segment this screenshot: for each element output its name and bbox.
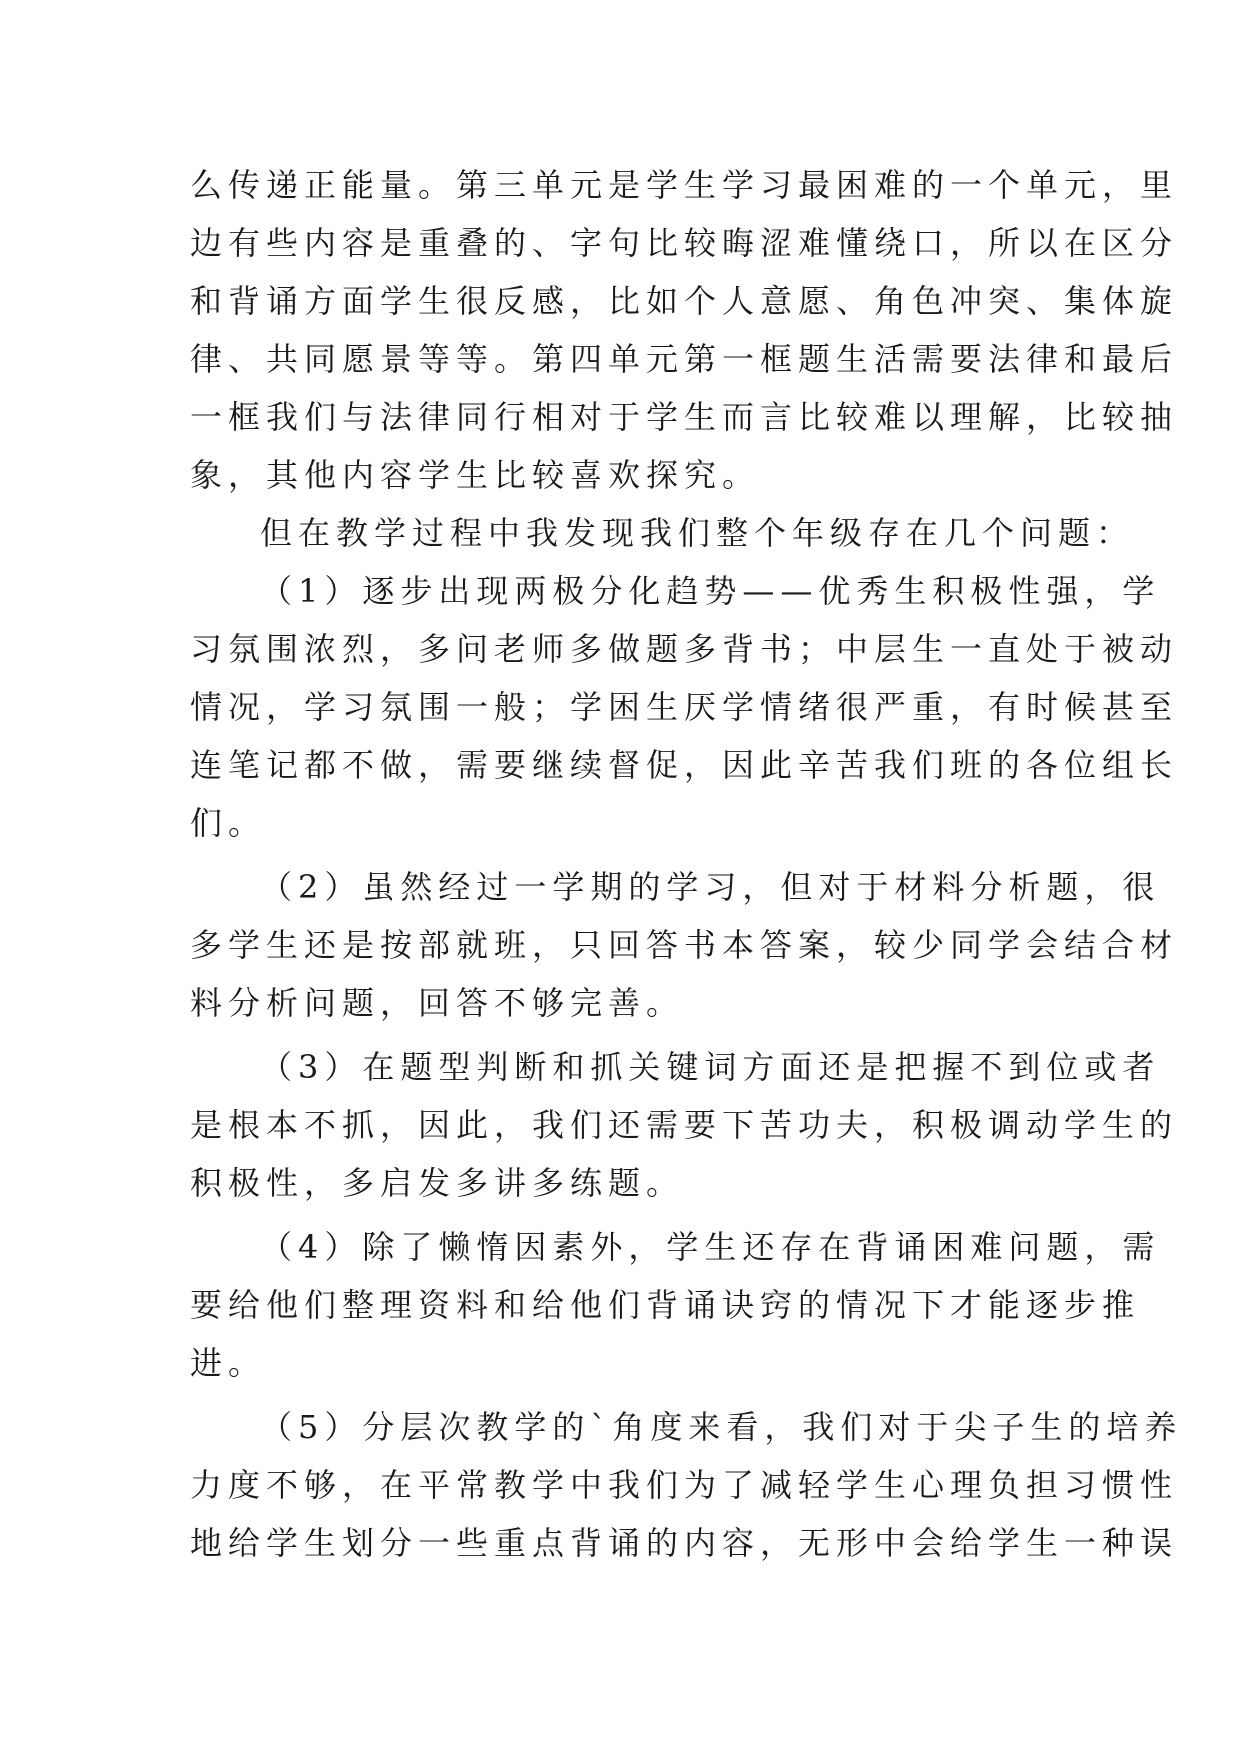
text-line: 连笔记都不做，需要继续督促，因此辛苦我们班的各位组长 [190, 746, 1179, 784]
text-line: 是根本不抓，因此，我们还需要下苦功夫，积极调动学生的 [190, 1106, 1179, 1144]
text-line: （5）分层次教学的`角度来看，我们对于尖子生的培养 [260, 1408, 1183, 1446]
text-line: 情况，学习氛围一般；学困生厌学情绪很严重，有时候甚至 [190, 688, 1179, 726]
text-line: 和背诵方面学生很反感，比如个人意愿、角色冲突、集体旋 [190, 282, 1179, 320]
document-body [190, 156, 1183, 1572]
paragraph-4 [190, 858, 1179, 1032]
text-line: 地给学生划分一些重点背诵的内容，无形中会给学生一种误 [190, 1524, 1179, 1562]
text-line: 边有些内容是重叠的、字句比较晦涩难懂绕口，所以在区分 [190, 224, 1179, 262]
paragraph-5 [190, 1038, 1179, 1212]
text-line: 习氛围浓烈，多问老师多做题多背书；中层生一直处于被动 [190, 630, 1179, 668]
text-line: 律、共同愿景等等。第四单元第一框题生活需要法律和最后 [190, 340, 1179, 378]
text-line: （4）除了懒惰因素外，学生还存在背诵困难问题，需 [260, 1228, 1161, 1266]
text-line: 象，其他内容学生比较喜欢探究。 [190, 456, 761, 494]
text-line: 要给他们整理资料和给他们背诵诀窍的情况下才能逐步推 [190, 1286, 1141, 1324]
paragraph-7 [190, 1398, 1183, 1572]
paragraph-6 [190, 1218, 1161, 1392]
paragraph-3 [190, 562, 1179, 852]
text-line: 进。 [190, 1344, 267, 1382]
text-line: 但在教学过程中我发现我们整个年级存在几个问题： [260, 514, 1135, 552]
text-line: 一框我们与法律同行相对于学生而言比较难以理解，比较抽 [190, 398, 1179, 436]
paragraph-1 [190, 156, 1179, 504]
paragraph-2 [190, 504, 1135, 562]
text-line: 么传递正能量。第三单元是学生学习最困难的一个单元，里 [190, 166, 1179, 204]
text-line: 力度不够，在平常教学中我们为了减轻学生心理负担习惯性 [190, 1466, 1179, 1504]
text-line: 多学生还是按部就班，只回答书本答案，较少同学会结合材 [190, 926, 1179, 964]
text-line: 料分析问题，回答不够完善。 [190, 984, 685, 1022]
text-line: （3）在题型判断和抓关键词方面还是把握不到位或者 [260, 1048, 1161, 1086]
text-line: 积极性，多启发多讲多练题。 [190, 1164, 685, 1202]
text-line: （1）逐步出现两极分化趋势——优秀生积极性强，学 [260, 572, 1161, 610]
text-line: （2）虽然经过一学期的学习，但对于材料分析题，很 [260, 868, 1161, 906]
text-line: 们。 [190, 804, 267, 842]
